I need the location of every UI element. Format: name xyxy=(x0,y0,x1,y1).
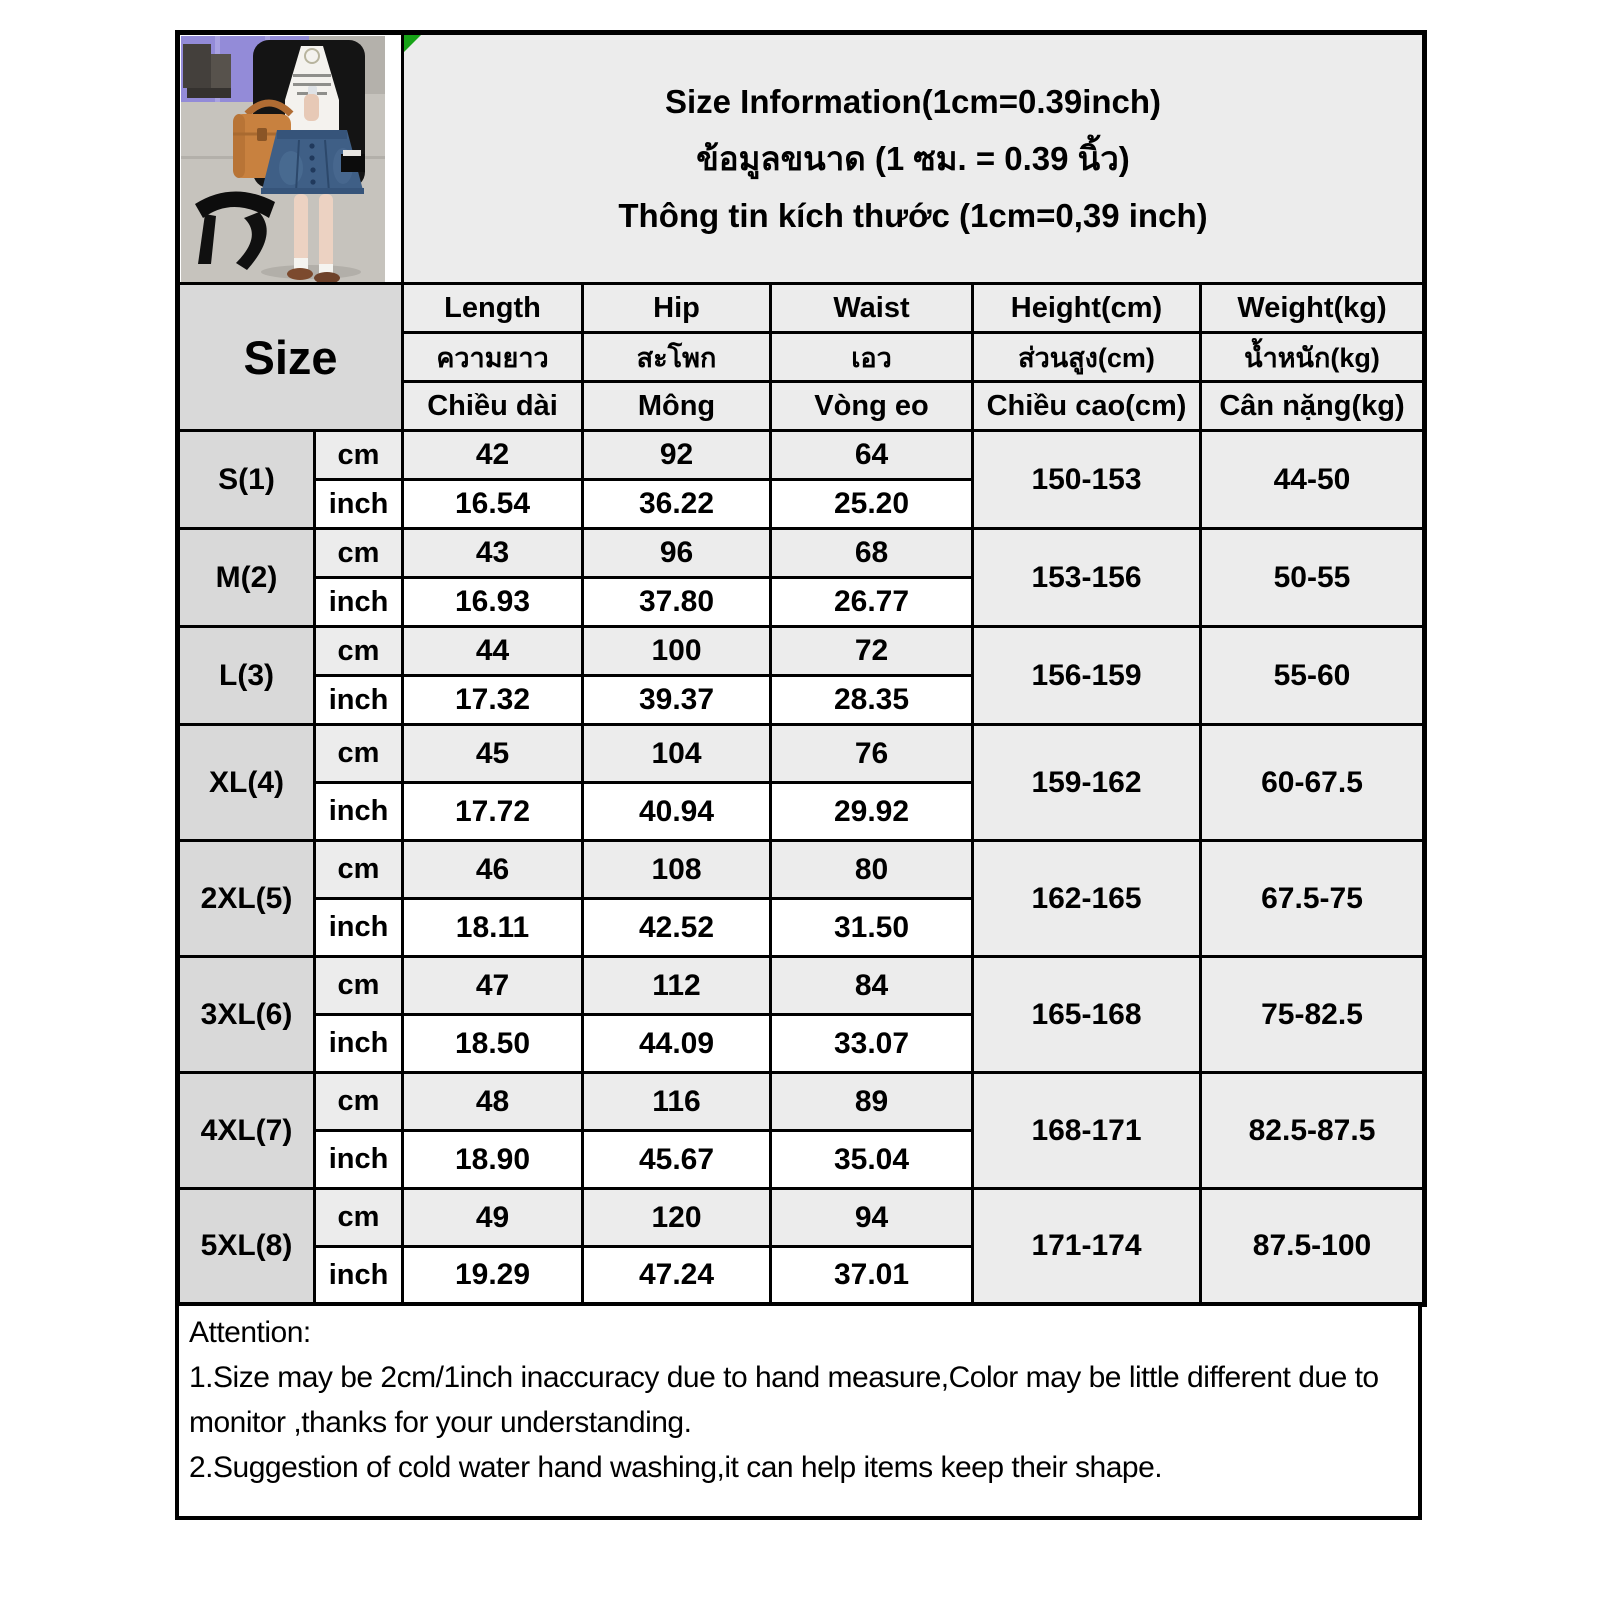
height-range-cell: 168-171 xyxy=(973,1073,1201,1189)
top-row xyxy=(178,33,1425,284)
unit-label-inch: inch xyxy=(315,578,403,627)
value-cell-cm: 84 xyxy=(771,957,973,1015)
value-cell-cm: 49 xyxy=(403,1189,583,1247)
value-cell-inch: 18.50 xyxy=(403,1015,583,1073)
value-cell-inch: 37.01 xyxy=(771,1247,973,1305)
weight-range-cell: 44-50 xyxy=(1201,431,1425,529)
attention-title: Attention: xyxy=(189,1316,311,1349)
table-row xyxy=(178,627,1425,676)
value-cell-cm: 108 xyxy=(583,841,771,899)
table-row xyxy=(178,725,1425,783)
column-header-en: Height(cm) xyxy=(973,284,1201,333)
value-cell-cm: 104 xyxy=(583,725,771,783)
weight-range-cell: 55-60 xyxy=(1201,627,1425,725)
column-header-vi: Vòng eo xyxy=(771,382,973,431)
corner-flag-icon xyxy=(404,35,421,52)
value-cell-cm: 112 xyxy=(583,957,771,1015)
height-range-cell: 165-168 xyxy=(973,957,1201,1073)
unit-label-cm: cm xyxy=(315,841,403,899)
value-cell-cm: 89 xyxy=(771,1073,973,1131)
value-cell-cm: 42 xyxy=(403,431,583,480)
height-range-cell: 162-165 xyxy=(973,841,1201,957)
unit-label-cm: cm xyxy=(315,957,403,1015)
unit-label-cm: cm xyxy=(315,725,403,783)
column-header-vi: Chiều cao(cm) xyxy=(973,382,1201,431)
size-row-label: 4XL(7) xyxy=(178,1073,315,1189)
unit-label-inch: inch xyxy=(315,1015,403,1073)
unit-label-cm: cm xyxy=(315,529,403,578)
title-vi: Thông tin kích thước (1cm=0,39 inch) xyxy=(618,197,1208,234)
attention-line: 1.Size may be 2cm/1inch inaccuracy due to hand measure,Color may be little different due to monitor ,thanks for your understanding. xyxy=(189,1361,1379,1439)
value-cell-cm: 72 xyxy=(771,627,973,676)
value-cell-cm: 46 xyxy=(403,841,583,899)
value-cell-cm: 116 xyxy=(583,1073,771,1131)
title-en: Size Information(1cm=0.39inch) xyxy=(664,83,1162,120)
weight-range-cell: 82.5-87.5 xyxy=(1201,1073,1425,1189)
size-row-label: L(3) xyxy=(178,627,315,725)
value-cell-inch: 37.80 xyxy=(583,578,771,627)
header-row-en xyxy=(178,284,1425,333)
column-header-vi: Mông xyxy=(583,382,771,431)
height-range-cell: 159-162 xyxy=(973,725,1201,841)
table-row xyxy=(178,1073,1425,1131)
column-header-th: ส่วนสูง(cm) xyxy=(973,333,1201,382)
weight-range-cell: 87.5-100 xyxy=(1201,1189,1425,1305)
title-th: ข้อมูลขนาด (1 ซม. = 0.39 นิ้ว) xyxy=(696,140,1130,177)
height-range-cell: 171-174 xyxy=(973,1189,1201,1305)
size-row-label: 2XL(5) xyxy=(178,841,315,957)
column-header-en: Waist xyxy=(771,284,973,333)
table-row xyxy=(178,841,1425,899)
column-header-th: สะโพก xyxy=(583,333,771,382)
unit-label-inch: inch xyxy=(315,1131,403,1189)
column-header-vi: Cân nặng(kg) xyxy=(1201,382,1425,431)
value-cell-cm: 43 xyxy=(403,529,583,578)
value-cell-cm: 94 xyxy=(771,1189,973,1247)
value-cell-cm: 76 xyxy=(771,725,973,783)
value-cell-inch: 36.22 xyxy=(583,480,771,529)
weight-range-cell: 60-67.5 xyxy=(1201,725,1425,841)
attention-box xyxy=(175,1302,1422,1520)
value-cell-inch: 18.11 xyxy=(403,899,583,957)
product-photo xyxy=(181,36,385,282)
column-header-en: Length xyxy=(403,284,583,333)
value-cell-cm: 64 xyxy=(771,431,973,480)
unit-label-inch: inch xyxy=(315,676,403,725)
value-cell-inch: 33.07 xyxy=(771,1015,973,1073)
value-cell-inch: 16.54 xyxy=(403,480,583,529)
value-cell-cm: 100 xyxy=(583,627,771,676)
weight-range-cell: 67.5-75 xyxy=(1201,841,1425,957)
table-row xyxy=(178,1189,1425,1247)
title-cell xyxy=(403,33,1425,284)
attention-lines xyxy=(189,1355,1406,1490)
unit-label-inch: inch xyxy=(315,480,403,529)
value-cell-inch: 40.94 xyxy=(583,783,771,841)
value-cell-inch: 42.52 xyxy=(583,899,771,957)
size-header: Size xyxy=(178,284,403,431)
product-photo-cell xyxy=(178,33,403,284)
unit-label-cm: cm xyxy=(315,1073,403,1131)
value-cell-cm: 96 xyxy=(583,529,771,578)
column-header-th: ความยาว xyxy=(403,333,583,382)
unit-label-cm: cm xyxy=(315,1189,403,1247)
size-table xyxy=(175,30,1427,1307)
value-cell-inch: 28.35 xyxy=(771,676,973,725)
value-cell-inch: 17.32 xyxy=(403,676,583,725)
unit-label-cm: cm xyxy=(315,627,403,676)
value-cell-inch: 35.04 xyxy=(771,1131,973,1189)
height-range-cell: 156-159 xyxy=(973,627,1201,725)
value-cell-inch: 31.50 xyxy=(771,899,973,957)
column-header-en: Hip xyxy=(583,284,771,333)
size-row-label: M(2) xyxy=(178,529,315,627)
value-cell-cm: 120 xyxy=(583,1189,771,1247)
size-row-label: XL(4) xyxy=(178,725,315,841)
unit-label-inch: inch xyxy=(315,1247,403,1305)
value-cell-inch: 39.37 xyxy=(583,676,771,725)
table-row xyxy=(178,957,1425,1015)
value-cell-inch: 25.20 xyxy=(771,480,973,529)
height-range-cell: 153-156 xyxy=(973,529,1201,627)
value-cell-inch: 26.77 xyxy=(771,578,973,627)
value-cell-inch: 17.72 xyxy=(403,783,583,841)
unit-label-cm: cm xyxy=(315,431,403,480)
value-cell-inch: 44.09 xyxy=(583,1015,771,1073)
value-cell-cm: 47 xyxy=(403,957,583,1015)
value-cell-cm: 92 xyxy=(583,431,771,480)
height-range-cell: 150-153 xyxy=(973,431,1201,529)
size-chart-sheet xyxy=(175,30,1422,1520)
value-cell-inch: 47.24 xyxy=(583,1247,771,1305)
unit-label-inch: inch xyxy=(315,783,403,841)
size-row-label: 5XL(8) xyxy=(178,1189,315,1305)
table-row xyxy=(178,431,1425,480)
value-cell-cm: 80 xyxy=(771,841,973,899)
weight-range-cell: 50-55 xyxy=(1201,529,1425,627)
value-cell-inch: 19.29 xyxy=(403,1247,583,1305)
size-row-label: S(1) xyxy=(178,431,315,529)
value-cell-cm: 45 xyxy=(403,725,583,783)
value-cell-cm: 68 xyxy=(771,529,973,578)
size-row-label: 3XL(6) xyxy=(178,957,315,1073)
value-cell-cm: 44 xyxy=(403,627,583,676)
value-cell-inch: 29.92 xyxy=(771,783,973,841)
column-header-th: เอว xyxy=(771,333,973,382)
value-cell-cm: 48 xyxy=(403,1073,583,1131)
value-cell-inch: 45.67 xyxy=(583,1131,771,1189)
value-cell-inch: 16.93 xyxy=(403,578,583,627)
column-header-th: น้ำหนัก(kg) xyxy=(1201,333,1425,382)
unit-label-inch: inch xyxy=(315,899,403,957)
attention-line: 2.Suggestion of cold water hand washing,it can help items keep their shape. xyxy=(189,1451,1163,1484)
column-header-en: Weight(kg) xyxy=(1201,284,1425,333)
table-row xyxy=(178,529,1425,578)
column-header-vi: Chiều dài xyxy=(403,382,583,431)
value-cell-inch: 18.90 xyxy=(403,1131,583,1189)
weight-range-cell: 75-82.5 xyxy=(1201,957,1425,1073)
